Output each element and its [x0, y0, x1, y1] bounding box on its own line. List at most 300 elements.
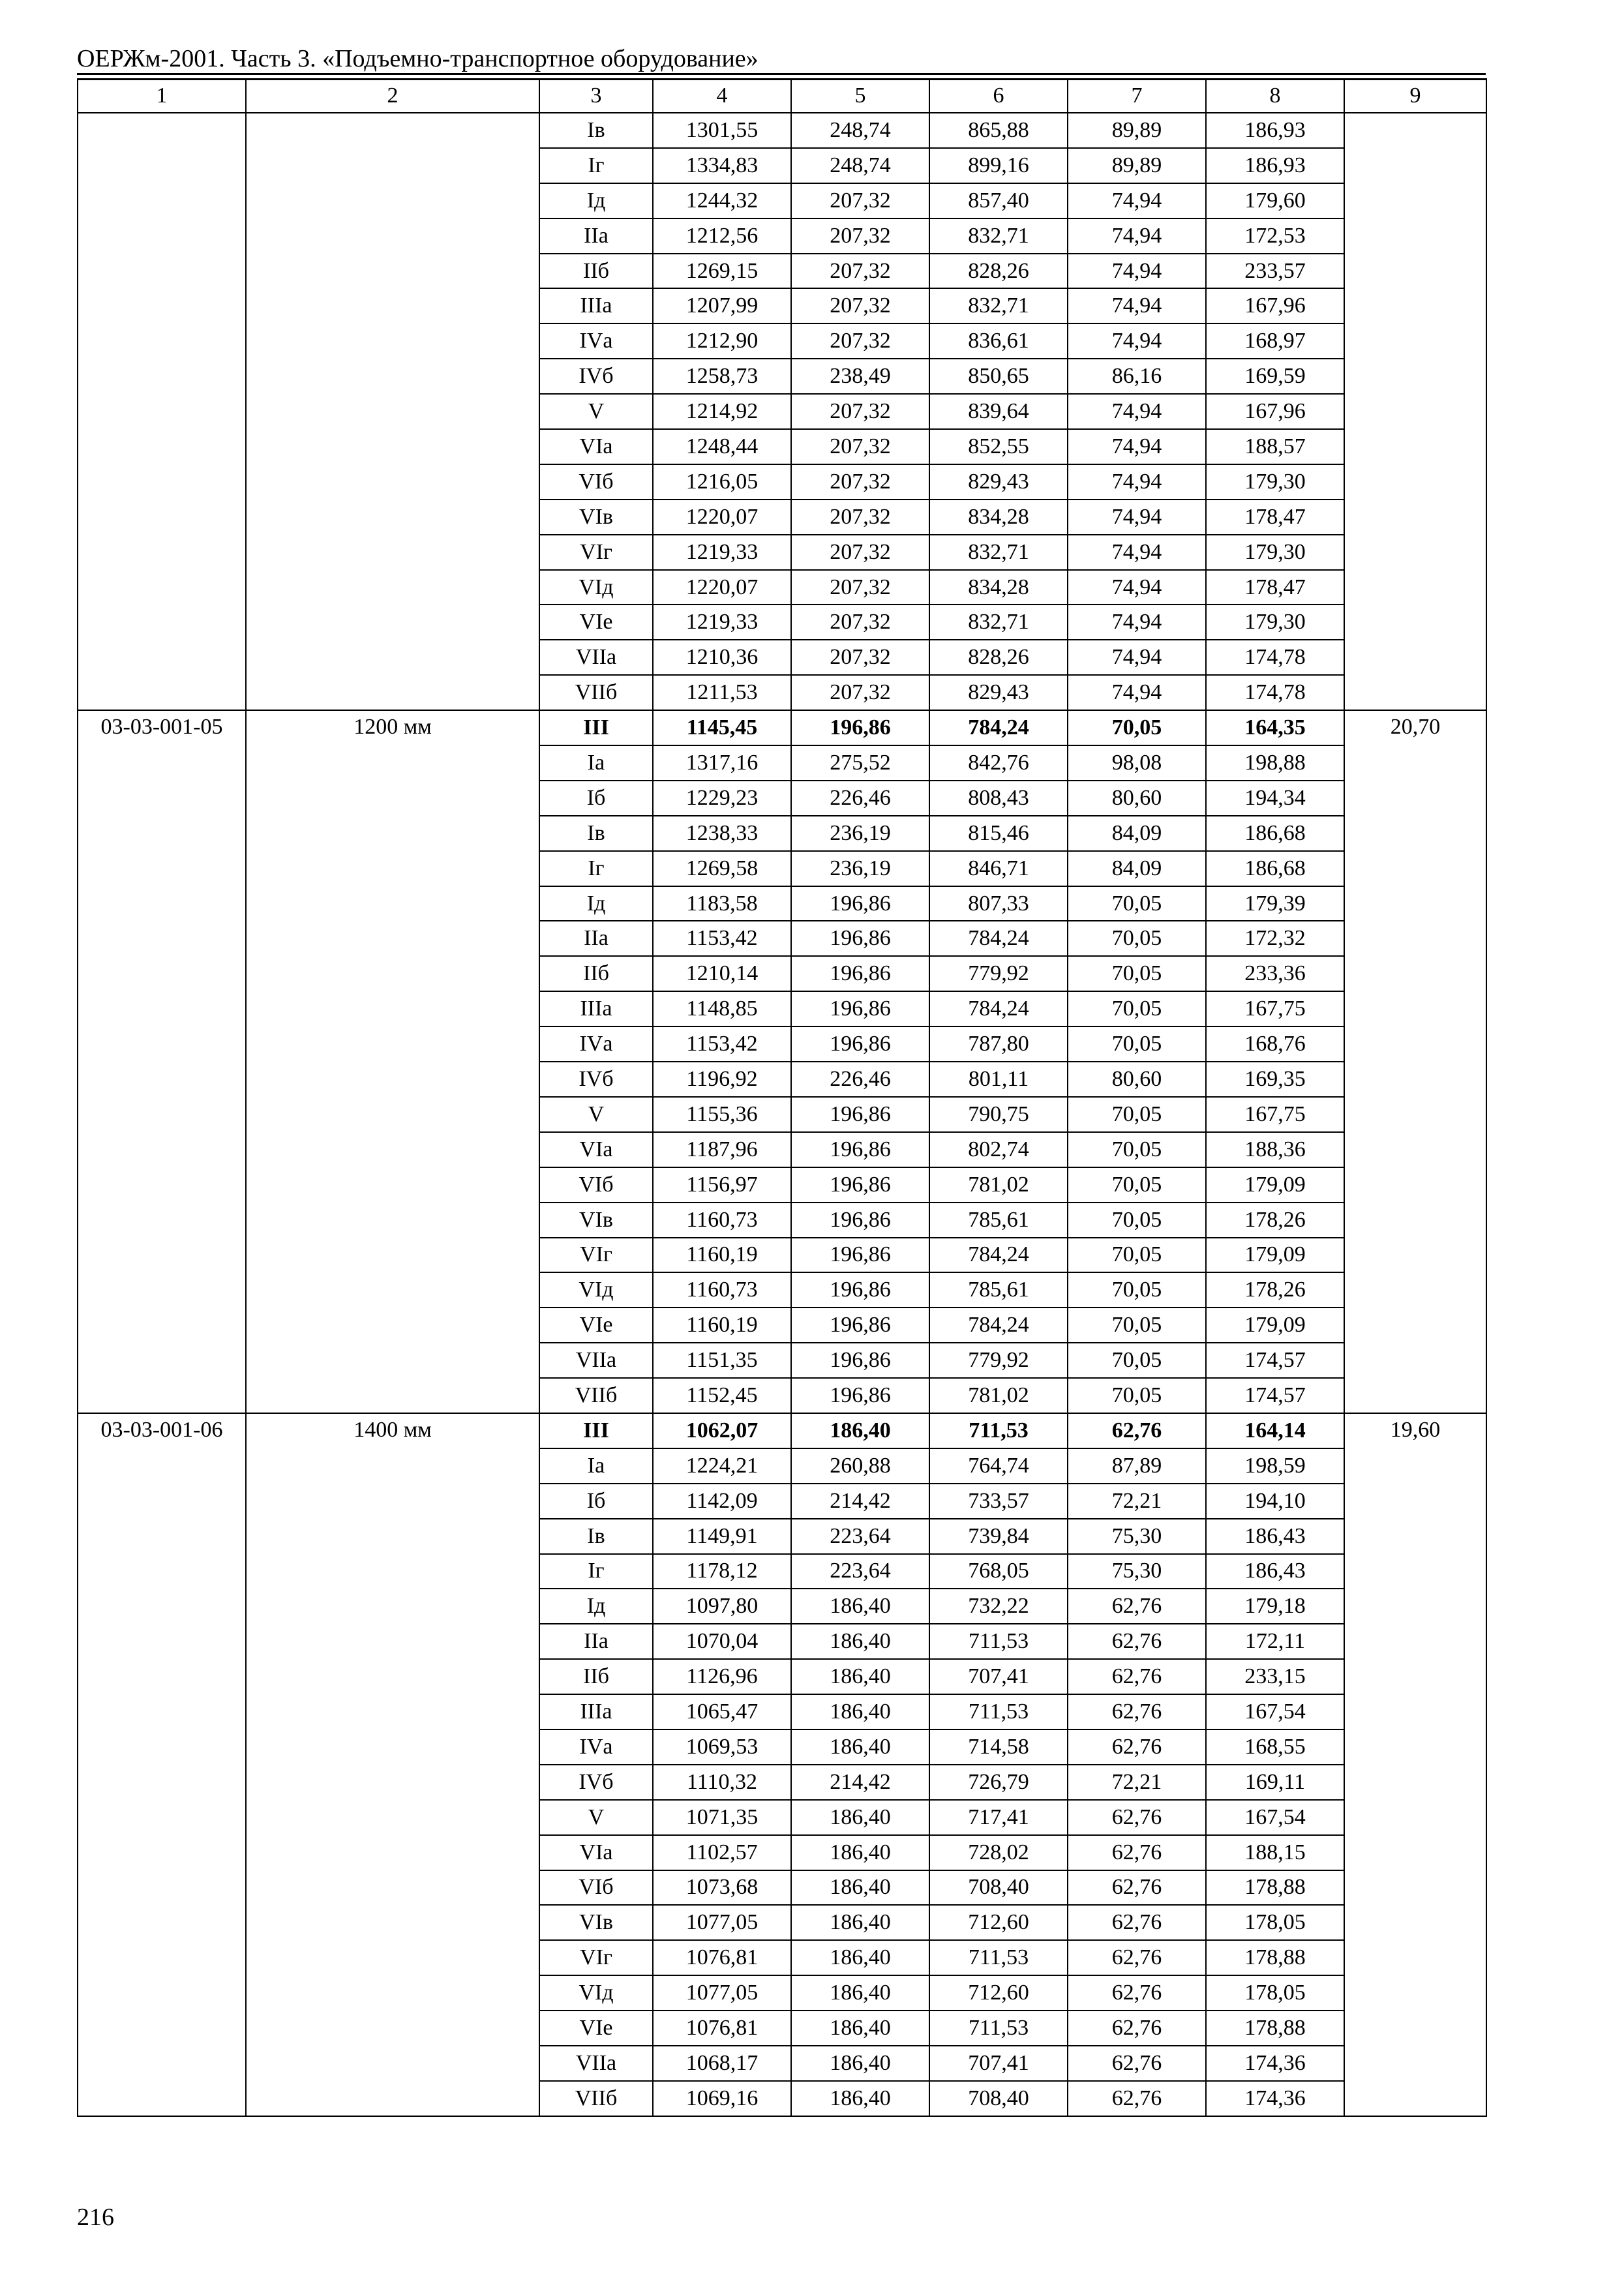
class-cell: Iд [539, 183, 653, 218]
value-cell-c5: 207,32 [791, 640, 929, 675]
value-cell-c4: 1269,58 [653, 851, 791, 886]
value-cell-c4: 1214,92 [653, 394, 791, 429]
class-cell: Iа [539, 745, 653, 781]
value-cell-c7: 62,76 [1068, 2046, 1206, 2081]
value-cell-c4: 1062,07 [653, 1413, 791, 1448]
value-cell-c7: 72,21 [1068, 1765, 1206, 1800]
value-cell-c7: 62,76 [1068, 1870, 1206, 1906]
class-cell: IIIа [539, 288, 653, 323]
column-header: 7 [1068, 79, 1206, 113]
value-cell-c4: 1219,33 [653, 535, 791, 570]
value-cell-c4: 1160,19 [653, 1308, 791, 1343]
value-cell-c7: 74,94 [1068, 183, 1206, 218]
value-cell-c8: 179,18 [1206, 1589, 1344, 1624]
value-cell-c7: 74,94 [1068, 500, 1206, 535]
column-header: 1 [78, 79, 246, 113]
class-cell: Iв [539, 816, 653, 851]
rate-code-cell: 03-03-001-05 [78, 710, 246, 1413]
value-cell-c7: 84,09 [1068, 851, 1206, 886]
value-cell-c7: 87,89 [1068, 1448, 1206, 1484]
value-cell-c8: 198,88 [1206, 745, 1344, 781]
value-cell-c5: 238,49 [791, 359, 929, 394]
value-cell-c8: 178,88 [1206, 1940, 1344, 1975]
class-cell: VIв [539, 1905, 653, 1940]
value-cell-c7: 62,76 [1068, 1940, 1206, 1975]
value-cell-c6: 714,58 [929, 1729, 1068, 1765]
value-cell-c5: 186,40 [791, 1870, 929, 1906]
value-cell-c4: 1069,16 [653, 2081, 791, 2116]
value-cell-c8: 174,78 [1206, 640, 1344, 675]
value-cell-c7: 74,94 [1068, 464, 1206, 500]
value-cell-c7: 70,05 [1068, 1378, 1206, 1413]
class-cell: VIг [539, 1238, 653, 1273]
value-cell-c4: 1212,56 [653, 218, 791, 254]
value-cell-c5: 196,86 [791, 1097, 929, 1132]
value-cell-c4: 1069,53 [653, 1729, 791, 1765]
value-cell-c7: 74,94 [1068, 323, 1206, 359]
value-cell-c8: 179,09 [1206, 1308, 1344, 1343]
value-cell-c8: 179,09 [1206, 1238, 1344, 1273]
class-cell: VIг [539, 1940, 653, 1975]
value-cell-c6: 857,40 [929, 183, 1068, 218]
value-cell-c8: 168,55 [1206, 1729, 1344, 1765]
value-cell-c7: 70,05 [1068, 1167, 1206, 1203]
value-cell-c8: 167,75 [1206, 1097, 1344, 1132]
value-cell-c4: 1155,36 [653, 1097, 791, 1132]
class-cell: VIв [539, 1203, 653, 1238]
value-cell-c6: 707,41 [929, 2046, 1068, 2081]
value-cell-c7: 70,05 [1068, 1343, 1206, 1378]
value-cell-c6: 807,33 [929, 886, 1068, 921]
column-header: 8 [1206, 79, 1344, 113]
class-cell: VIе [539, 605, 653, 640]
value-cell-c8: 178,26 [1206, 1272, 1344, 1308]
value-cell-c8: 233,15 [1206, 1659, 1344, 1694]
value-cell-c8: 188,15 [1206, 1835, 1344, 1870]
value-cell-c8: 179,30 [1206, 464, 1344, 500]
class-cell: VIг [539, 535, 653, 570]
value-cell-c8: 178,47 [1206, 570, 1344, 605]
value-cell-c4: 1220,07 [653, 500, 791, 535]
value-cell-c7: 70,05 [1068, 1272, 1206, 1308]
class-cell: VIе [539, 2011, 653, 2046]
value-cell-c8: 167,75 [1206, 991, 1344, 1026]
value-cell-c4: 1102,57 [653, 1835, 791, 1870]
class-cell: VIа [539, 1132, 653, 1167]
value-cell-c4: 1070,04 [653, 1624, 791, 1659]
class-cell: Iа [539, 1448, 653, 1484]
class-cell: Iд [539, 1589, 653, 1624]
value-cell-c5: 196,86 [791, 1308, 929, 1343]
class-cell: IIIа [539, 1694, 653, 1729]
class-cell: Iв [539, 113, 653, 148]
value-cell-c6: 865,88 [929, 113, 1068, 148]
class-cell: IIб [539, 956, 653, 991]
value-cell-c7: 70,05 [1068, 956, 1206, 991]
value-cell-c5: 186,40 [791, 1659, 929, 1694]
value-cell-c8: 169,11 [1206, 1765, 1344, 1800]
value-cell-c5: 186,40 [791, 2011, 929, 2046]
value-cell-c4: 1219,33 [653, 605, 791, 640]
value-cell-c4: 1156,97 [653, 1167, 791, 1203]
value-cell-c5: 207,32 [791, 429, 929, 464]
value-cell-c7: 70,05 [1068, 1203, 1206, 1238]
value-cell-c7: 89,89 [1068, 148, 1206, 183]
class-cell: IIа [539, 1624, 653, 1659]
value-cell-c8: 178,05 [1206, 1905, 1344, 1940]
value-cell-c4: 1211,53 [653, 675, 791, 710]
value-cell-c4: 1076,81 [653, 1940, 791, 1975]
value-cell-c6: 899,16 [929, 148, 1068, 183]
value-cell-c5: 207,32 [791, 464, 929, 500]
value-cell-c7: 80,60 [1068, 781, 1206, 816]
value-cell-c6: 733,57 [929, 1484, 1068, 1519]
value-cell-c5: 196,86 [791, 1272, 929, 1308]
value-cell-c5: 223,64 [791, 1519, 929, 1554]
value-cell-c6: 707,41 [929, 1659, 1068, 1694]
value-cell-c4: 1153,42 [653, 921, 791, 956]
value-cell-c5: 214,42 [791, 1765, 929, 1800]
value-cell-c7: 74,94 [1068, 218, 1206, 254]
column-number-row [78, 79, 1486, 113]
value-cell-c7: 72,21 [1068, 1484, 1206, 1519]
value-cell-c7: 74,94 [1068, 570, 1206, 605]
value-cell-c6: 801,11 [929, 1062, 1068, 1097]
value-cell-c5: 236,19 [791, 851, 929, 886]
value-cell-c4: 1077,05 [653, 1905, 791, 1940]
value-cell-c8: 179,60 [1206, 183, 1344, 218]
value-cell-c8: 179,39 [1206, 886, 1344, 921]
value-cell-c6: 711,53 [929, 2011, 1068, 2046]
class-cell: IVб [539, 1062, 653, 1097]
value-cell-c6: 832,71 [929, 535, 1068, 570]
value-cell-c7: 62,76 [1068, 1694, 1206, 1729]
header-rule-top [77, 73, 1486, 75]
value-cell-c6: 708,40 [929, 2081, 1068, 2116]
value-cell-c6: 712,60 [929, 1905, 1068, 1940]
value-cell-c7: 70,05 [1068, 1238, 1206, 1273]
value-cell-c8: 178,88 [1206, 2011, 1344, 2046]
value-cell-c8: 179,30 [1206, 605, 1344, 640]
value-cell-c5: 214,42 [791, 1484, 929, 1519]
value-cell-c5: 207,32 [791, 254, 929, 289]
value-cell-c7: 74,94 [1068, 605, 1206, 640]
value-cell-c4: 1216,05 [653, 464, 791, 500]
value-cell-c5: 248,74 [791, 148, 929, 183]
value-cell-c5: 248,74 [791, 113, 929, 148]
class-cell: III [539, 1413, 653, 1448]
value-cell-c4: 1207,99 [653, 288, 791, 323]
table-row [78, 1413, 1486, 1448]
value-cell-c7: 70,05 [1068, 1308, 1206, 1343]
value-cell-c6: 808,43 [929, 781, 1068, 816]
value-cell-c7: 62,76 [1068, 1729, 1206, 1765]
class-cell: VIв [539, 500, 653, 535]
value-cell-c5: 186,40 [791, 2081, 929, 2116]
value-cell-c5: 207,32 [791, 570, 929, 605]
value-cell-c5: 207,32 [791, 675, 929, 710]
value-cell-c8: 188,36 [1206, 1132, 1344, 1167]
value-cell-c4: 1142,09 [653, 1484, 791, 1519]
value-cell-c7: 70,05 [1068, 1026, 1206, 1062]
value-cell-c4: 1210,14 [653, 956, 791, 991]
value-cell-c8: 174,57 [1206, 1378, 1344, 1413]
value-cell-c5: 196,86 [791, 1203, 929, 1238]
value-cell-c6: 832,71 [929, 605, 1068, 640]
value-cell-c6: 850,65 [929, 359, 1068, 394]
value-cell-c4: 1187,96 [653, 1132, 791, 1167]
class-cell: V [539, 394, 653, 429]
value-cell-c8: 179,09 [1206, 1167, 1344, 1203]
value-cell-c8: 186,43 [1206, 1554, 1344, 1589]
value-cell-c6: 779,92 [929, 956, 1068, 991]
value-cell-c4: 1301,55 [653, 113, 791, 148]
value-cell-c8: 178,88 [1206, 1870, 1344, 1906]
value-cell-c4: 1258,73 [653, 359, 791, 394]
col9-cell: 19,60 [1344, 1413, 1486, 2116]
value-cell-c6: 712,60 [929, 1975, 1068, 2011]
value-cell-c5: 207,32 [791, 183, 929, 218]
value-cell-c7: 62,76 [1068, 1975, 1206, 2011]
value-cell-c7: 75,30 [1068, 1519, 1206, 1554]
value-cell-c7: 74,94 [1068, 675, 1206, 710]
value-cell-c6: 784,24 [929, 921, 1068, 956]
value-cell-c8: 186,93 [1206, 113, 1344, 148]
class-cell: VIIа [539, 640, 653, 675]
value-cell-c7: 70,05 [1068, 1132, 1206, 1167]
value-cell-c5: 196,86 [791, 1132, 929, 1167]
value-cell-c6: 784,24 [929, 991, 1068, 1026]
table-body [78, 113, 1486, 2116]
value-cell-c4: 1334,83 [653, 148, 791, 183]
class-cell: IIа [539, 218, 653, 254]
value-cell-c4: 1196,92 [653, 1062, 791, 1097]
value-cell-c6: 828,26 [929, 640, 1068, 675]
class-cell: VIIб [539, 675, 653, 710]
value-cell-c7: 89,89 [1068, 113, 1206, 148]
value-cell-c6: 829,43 [929, 464, 1068, 500]
value-cell-c8: 168,76 [1206, 1026, 1344, 1062]
class-cell: IVб [539, 1765, 653, 1800]
value-cell-c5: 186,40 [791, 1624, 929, 1659]
column-header: 5 [791, 79, 929, 113]
value-cell-c6: 832,71 [929, 288, 1068, 323]
table-row [78, 113, 1486, 148]
value-cell-c7: 74,94 [1068, 288, 1206, 323]
value-cell-c4: 1269,15 [653, 254, 791, 289]
value-cell-c5: 196,86 [791, 1238, 929, 1273]
value-cell-c8: 167,54 [1206, 1800, 1344, 1835]
value-cell-c8: 178,26 [1206, 1203, 1344, 1238]
value-cell-c5: 236,19 [791, 816, 929, 851]
value-cell-c6: 802,74 [929, 1132, 1068, 1167]
value-cell-c5: 186,40 [791, 1729, 929, 1765]
value-cell-c8: 186,68 [1206, 816, 1344, 851]
value-cell-c8: 172,32 [1206, 921, 1344, 956]
value-cell-c7: 86,16 [1068, 359, 1206, 394]
value-cell-c4: 1152,45 [653, 1378, 791, 1413]
value-cell-c8: 194,34 [1206, 781, 1344, 816]
value-cell-c7: 80,60 [1068, 1062, 1206, 1097]
class-cell: IVа [539, 323, 653, 359]
rates-table [77, 78, 1487, 2117]
value-cell-c8: 186,68 [1206, 851, 1344, 886]
value-cell-c7: 70,05 [1068, 886, 1206, 921]
value-cell-c6: 787,80 [929, 1026, 1068, 1062]
value-cell-c7: 62,76 [1068, 1659, 1206, 1694]
value-cell-c7: 75,30 [1068, 1554, 1206, 1589]
column-header: 4 [653, 79, 791, 113]
value-cell-c5: 186,40 [791, 1413, 929, 1448]
value-cell-c5: 226,46 [791, 781, 929, 816]
value-cell-c7: 74,94 [1068, 640, 1206, 675]
table-row [78, 710, 1486, 745]
value-cell-c6: 839,64 [929, 394, 1068, 429]
value-cell-c6: 784,24 [929, 710, 1068, 745]
value-cell-c7: 62,76 [1068, 1835, 1206, 1870]
value-cell-c5: 196,86 [791, 921, 929, 956]
value-cell-c5: 196,86 [791, 886, 929, 921]
value-cell-c8: 174,57 [1206, 1343, 1344, 1378]
value-cell-c6: 834,28 [929, 570, 1068, 605]
value-cell-c5: 196,86 [791, 710, 929, 745]
value-cell-c6: 711,53 [929, 1624, 1068, 1659]
value-cell-c7: 70,05 [1068, 921, 1206, 956]
value-cell-c8: 168,97 [1206, 323, 1344, 359]
value-cell-c4: 1244,32 [653, 183, 791, 218]
value-cell-c7: 70,05 [1068, 1097, 1206, 1132]
value-cell-c4: 1068,17 [653, 2046, 791, 2081]
value-cell-c6: 708,40 [929, 1870, 1068, 1906]
column-header: 2 [246, 79, 539, 113]
class-cell: VIIа [539, 1343, 653, 1378]
value-cell-c8: 198,59 [1206, 1448, 1344, 1484]
value-cell-c6: 828,26 [929, 254, 1068, 289]
class-cell: VIа [539, 1835, 653, 1870]
value-cell-c8: 167,96 [1206, 288, 1344, 323]
value-cell-c8: 164,35 [1206, 710, 1344, 745]
value-cell-c4: 1229,23 [653, 781, 791, 816]
value-cell-c7: 74,94 [1068, 429, 1206, 464]
class-cell: Iг [539, 851, 653, 886]
value-cell-c7: 62,76 [1068, 1624, 1206, 1659]
class-cell: Iб [539, 781, 653, 816]
value-cell-c6: 784,24 [929, 1308, 1068, 1343]
column-header: 9 [1344, 79, 1486, 113]
value-cell-c7: 62,76 [1068, 1413, 1206, 1448]
value-cell-c8: 167,96 [1206, 394, 1344, 429]
value-cell-c5: 196,86 [791, 1378, 929, 1413]
value-cell-c6: 829,43 [929, 675, 1068, 710]
rate-code-cell: 03-03-001-06 [78, 1413, 246, 2116]
value-cell-c7: 74,94 [1068, 394, 1206, 429]
value-cell-c5: 260,88 [791, 1448, 929, 1484]
value-cell-c7: 70,05 [1068, 991, 1206, 1026]
value-cell-c7: 74,94 [1068, 535, 1206, 570]
value-cell-c4: 1097,80 [653, 1589, 791, 1624]
value-cell-c4: 1151,35 [653, 1343, 791, 1378]
value-cell-c4: 1212,90 [653, 323, 791, 359]
value-cell-c4: 1210,36 [653, 640, 791, 675]
class-cell: Iд [539, 886, 653, 921]
class-cell: IVб [539, 359, 653, 394]
class-cell: III [539, 710, 653, 745]
value-cell-c4: 1153,42 [653, 1026, 791, 1062]
value-cell-c8: 186,93 [1206, 148, 1344, 183]
class-cell: VIIа [539, 2046, 653, 2081]
class-cell: VIб [539, 1167, 653, 1203]
class-cell: VIе [539, 1308, 653, 1343]
class-cell: IIб [539, 1659, 653, 1694]
value-cell-c7: 62,76 [1068, 1589, 1206, 1624]
value-cell-c6: 711,53 [929, 1940, 1068, 1975]
value-cell-c4: 1178,12 [653, 1554, 791, 1589]
value-cell-c5: 186,40 [791, 1975, 929, 2011]
value-cell-c6: 832,71 [929, 218, 1068, 254]
value-cell-c5: 207,32 [791, 500, 929, 535]
value-cell-c8: 178,05 [1206, 1975, 1344, 2011]
size-cell: 1400 мм [246, 1413, 539, 2116]
class-cell: VIа [539, 429, 653, 464]
class-cell: Iб [539, 1484, 653, 1519]
value-cell-c5: 207,32 [791, 218, 929, 254]
class-cell: V [539, 1800, 653, 1835]
value-cell-c5: 186,40 [791, 1589, 929, 1624]
value-cell-c4: 1220,07 [653, 570, 791, 605]
page-header-title: ОЕРЖм-2001. Часть 3. «Подъемно-транспортное оборудование» [77, 45, 759, 72]
column-header: 3 [539, 79, 653, 113]
value-cell-c6: 764,74 [929, 1448, 1068, 1484]
value-cell-c6: 815,46 [929, 816, 1068, 851]
value-cell-c5: 196,86 [791, 1167, 929, 1203]
value-cell-c4: 1317,16 [653, 745, 791, 781]
value-cell-c4: 1077,05 [653, 1975, 791, 2011]
value-cell-c6: 728,02 [929, 1835, 1068, 1870]
value-cell-c6: 785,61 [929, 1203, 1068, 1238]
column-header: 6 [929, 79, 1068, 113]
value-cell-c8: 188,57 [1206, 429, 1344, 464]
value-cell-c4: 1149,91 [653, 1519, 791, 1554]
value-cell-c8: 169,35 [1206, 1062, 1344, 1097]
table-header [78, 79, 1486, 113]
value-cell-c5: 207,32 [791, 288, 929, 323]
value-cell-c4: 1076,81 [653, 2011, 791, 2046]
value-cell-c4: 1160,73 [653, 1272, 791, 1308]
rate-code-cell [78, 113, 246, 710]
value-cell-c4: 1145,45 [653, 710, 791, 745]
value-cell-c8: 179,30 [1206, 535, 1344, 570]
value-cell-c8: 178,47 [1206, 500, 1344, 535]
value-cell-c4: 1183,58 [653, 886, 791, 921]
class-cell: Iг [539, 1554, 653, 1589]
class-cell: IVа [539, 1026, 653, 1062]
class-cell: Iв [539, 1519, 653, 1554]
value-cell-c5: 196,86 [791, 1026, 929, 1062]
value-cell-c5: 186,40 [791, 1835, 929, 1870]
value-cell-c6: 852,55 [929, 429, 1068, 464]
value-cell-c6: 785,61 [929, 1272, 1068, 1308]
value-cell-c7: 74,94 [1068, 254, 1206, 289]
class-cell: VIд [539, 570, 653, 605]
class-cell: IIб [539, 254, 653, 289]
value-cell-c7: 62,76 [1068, 2011, 1206, 2046]
value-cell-c6: 711,53 [929, 1694, 1068, 1729]
size-cell: 1200 мм [246, 710, 539, 1413]
col9-cell [1344, 113, 1486, 710]
value-cell-c5: 186,40 [791, 1940, 929, 1975]
value-cell-c4: 1073,68 [653, 1870, 791, 1906]
value-cell-c6: 739,84 [929, 1519, 1068, 1554]
